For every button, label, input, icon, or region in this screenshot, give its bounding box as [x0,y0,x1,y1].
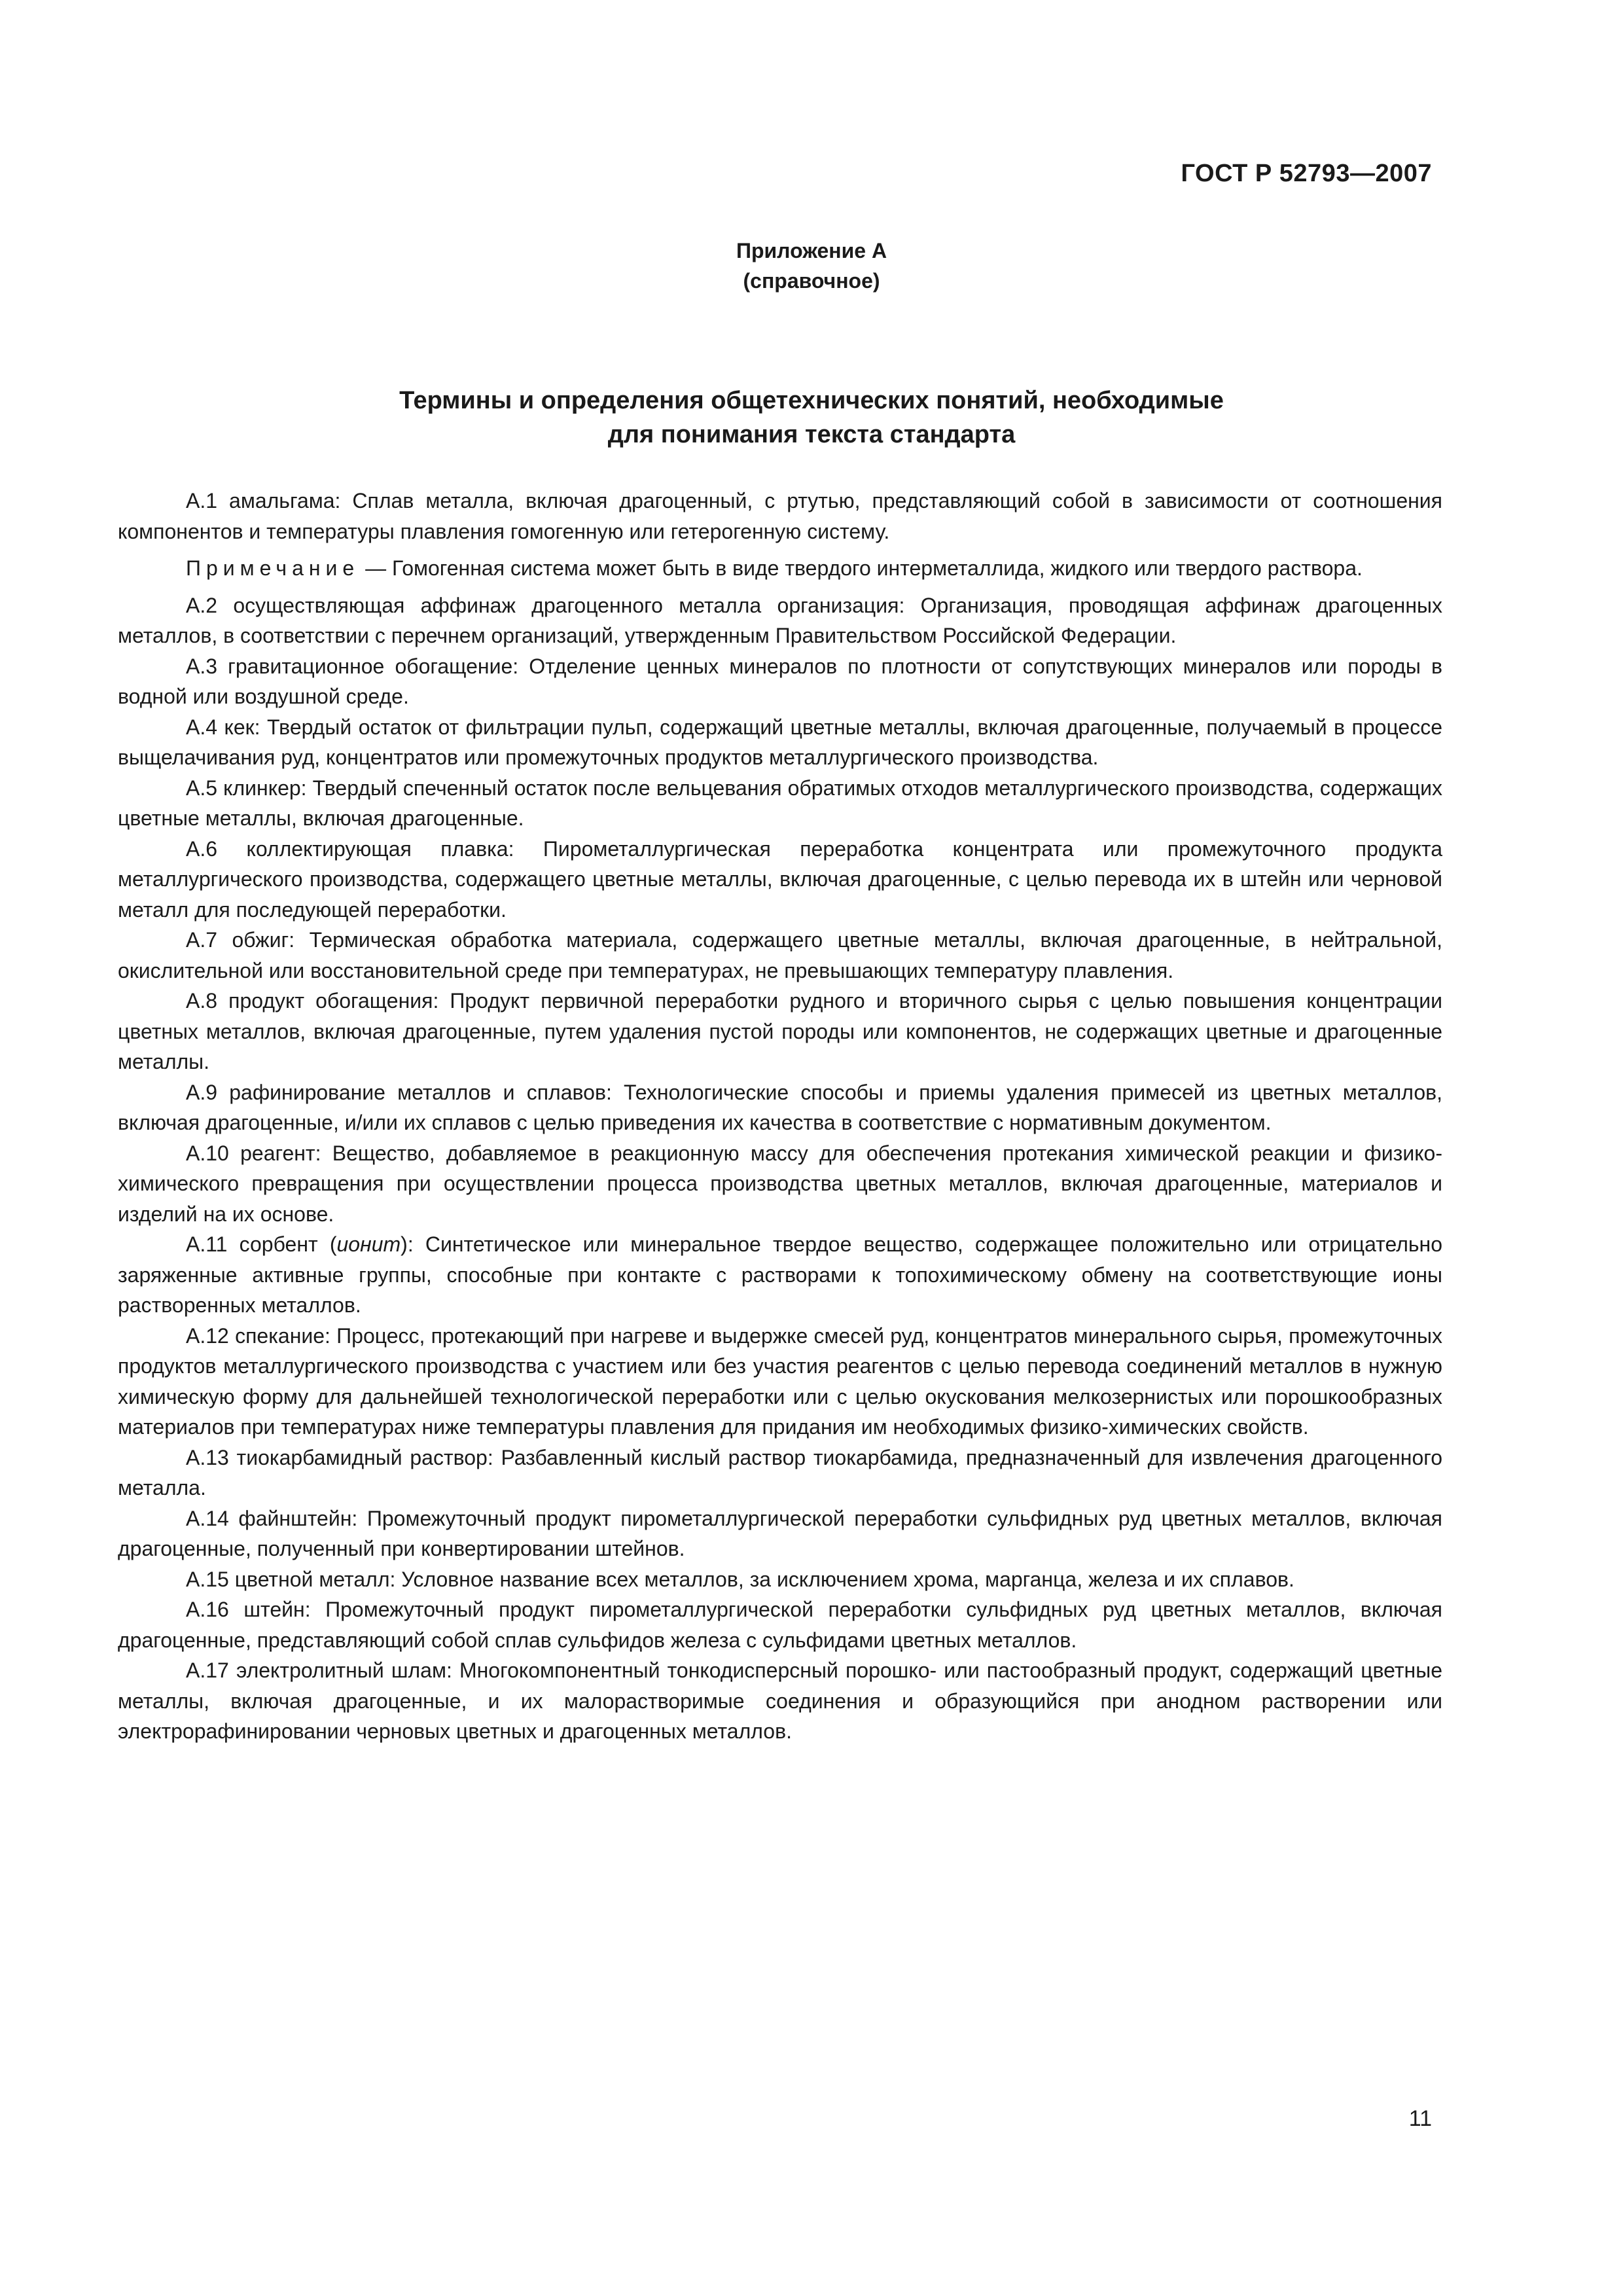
definition-a16 [118,1594,1442,1655]
definition-number: А.16 [186,1598,229,1621]
definition-term: осуществляющая аффинаж драгоценного металла организация [233,593,899,617]
definition-a15 [118,1564,1442,1595]
definition-term: продукт обогащения [228,989,433,1013]
note-text: — Гомогенная система может быть в виде твердого интерметаллида, жидкого или твердого раствора. [359,556,1363,580]
definition-text: : Промежуточный продукт пирометаллургической переработки сульфидных руд цветных металлов, включая драгоценные, представляющий собой сплав сульфидов железа с сульфидами цветных металлов. [118,1598,1443,1652]
definition-term: спекание [235,1323,325,1348]
definition-text: : Многокомпонентный тонкодисперсный порошко- или пастообразный продукт, содержащий цветные металлы, включая драгоценные, и их малорастворимые соединения и образующийся при анодном растворении или электрорафинировании черновых цветных и драгоценных металлов. [118,1659,1443,1743]
standard-code: ГОСТ Р 52793—2007 [1181,160,1432,187]
definition-text: : Разбавленный кислый раствор тиокарбамида, предназначенный для извлечения драгоценного металла. [118,1445,1443,1499]
definition-a5 [118,773,1442,834]
definition-term: тиокарбамидный раствор [236,1445,488,1469]
definition-term: коллектирующая плавка [246,836,508,861]
definition-term: клинкер [223,776,301,800]
definition-a17 [118,1655,1442,1747]
definition-term: цветной металл [234,1567,390,1591]
definition-text: : Термическая обработка материала, содержащего цветные металлы, включая драгоценные, в нейтральной, окислительной или восстановительной среде при температурах, не превышающих температуру плавления. [118,928,1443,982]
page-number: 11 [1408,2106,1432,2131]
definition-term: амальгама [229,489,335,512]
definition-a14 [118,1503,1442,1564]
definition-number: А.7 [186,928,218,952]
definition-a9 [118,1077,1442,1138]
definition-text: : Условное название всех металлов, за исключением хрома, марганца, железа и их сплавов. [389,1567,1294,1591]
definition-a8 [118,986,1442,1077]
definition-number: А.9 [186,1080,218,1104]
definition-text: : Твердый спеченный остаток после вельцевания обратимых отходов металлургического производства, содержащих цветные металлы, включая драгоценные. [118,776,1443,830]
definition-term: кек [224,715,255,739]
definition-text: : Твердый остаток от фильтрации пульп, содержащий цветные металлы, включая драгоценные, получаемый в процессе выщелачивания руд, концентратов или промежуточных продуктов металлургического производства. [118,715,1443,769]
definition-number: А.13 [186,1445,229,1469]
appendix-kind: (справочное) [743,269,880,293]
definition-number: А.17 [186,1659,229,1682]
definition-a10 [118,1138,1442,1230]
definition-term: электролитный шлам [236,1659,446,1682]
definition-term: рафинирование металлов и сплавов [229,1080,606,1104]
definition-number: А.2 [186,593,218,617]
definition-number: А.1 [186,489,218,512]
definition-term: реагент [240,1141,315,1165]
definition-term: обжиг [232,928,289,952]
definition-text: : Синтетическое или минеральное твердое вещество, содержащее положительно или отрицательно заряженные активные группы, способные при контакте с растворами к топохимическому обмену на соответствующие ионы растворенных металлов. [118,1232,1443,1317]
section-title-line-2: для понимания текста стандарта [607,421,1016,448]
definition-term: файнштейн [238,1506,352,1530]
definition-text: : Промежуточный продукт пирометаллургической переработки сульфидных руд цветных металлов, включая драгоценные, полученный при конвертировании штейнов. [118,1506,1443,1560]
definition-term: гравитационное обогащение [228,654,513,678]
appendix-heading [0,236,1623,296]
definition-a6 [118,834,1442,925]
definition-number: А.5 [186,776,218,800]
definition-a11: А.11 сорбент (ионит): Синтетическое или минеральное твердое вещество, содержащее положительно или отрицательно заряженные активные группы, способные при контакте с растворами к топохимическому обмену на соответствующие ионы растворенных металлов. [118,1232,1443,1317]
definition-alt-term: ионит [336,1232,401,1256]
definition-number: А.14 [186,1506,229,1530]
note-a1 [118,553,1442,584]
definition-a7 [118,925,1442,986]
definition-a4 [118,712,1442,773]
definition-term: сорбент [239,1232,318,1256]
section-title [0,384,1623,452]
definition-text: : Пирометаллургическая переработка концентрата или промежуточного продукта металлургического производства, содержащего цветные металлы, включая драгоценные, с целью перевода их в штейн или черновой металл для последующей переработки. [118,836,1442,922]
definition-a1 [118,486,1442,547]
definition-text: : Отделение ценных минералов по плотности от сопутствующих минералов или породы в водной или воздушной среде. [118,654,1443,708]
definition-a12 [118,1321,1442,1443]
definition-number: А.3 [186,654,218,678]
definition-text: : Технологические способы и приемы удаления примесей из цветных металлов, включая драгоценные, и/или их сплавов с целью приведения их качества в соответствие с нормативным документом. [118,1080,1443,1134]
definition-number: А.15 [186,1567,229,1591]
definition-a13 [118,1443,1442,1503]
definition-text: : Организация, проводящая аффинаж драгоценных металлов, в соответствии с перечнем организаций, утвержденным Правительством Российской Федерации. [118,593,1443,647]
definition-number: А.8 [186,989,218,1013]
definition-number: А.6 [186,836,218,861]
definition-text: : Продукт первичной переработки рудного и вторичного сырья с целью повышения концентрации цветных металлов, включая драгоценные, путем удаления пустой породы или компонентов, не содержащих цветные и драгоценные металлы. [118,989,1443,1073]
definition-text: : Процесс, протекающий при нагреве и выдержке смесей руд, концентратов минерального сырья, промежуточных продуктов металлургического производства с участием или без участия реагентов с целью перевода соединений металлов в нужную химическую форму для дальнейшей технологической переработки или с целью окускования мелкозернистых или порошкообразных материалов при температурах ниже температуры плавления для придания им необходимых физико-химических свойств. [118,1323,1443,1439]
definition-number: А.11 [186,1232,228,1256]
definition-text: : Сплав металла, включая драгоценный, с ртутью, представляющий собой в зависимости от соотношения компонентов и температуры плавления гомогенную или гетерогенную систему. [118,489,1443,543]
definition-a2 [118,590,1442,651]
definition-number: А.4 [186,715,218,739]
definition-number: А.12 [186,1323,229,1348]
section-title-line-1: Термины и определения общетехнических понятий, необходимые [399,387,1224,414]
definition-term: штейн [243,1598,305,1621]
note-label: Примечание [186,556,360,580]
definition-a3 [118,651,1442,712]
definitions-body [118,486,1442,1747]
definition-text: : Вещество, добавляемое в реакционную массу для обеспечения протекания химической реакции и физико-химического превращения при осуществлении процесса производства цветных металлов, включая драгоценные, материалов и изделий на их основе. [118,1141,1443,1226]
definition-number: А.10 [186,1141,229,1165]
appendix-label: Приложение А [736,239,887,262]
